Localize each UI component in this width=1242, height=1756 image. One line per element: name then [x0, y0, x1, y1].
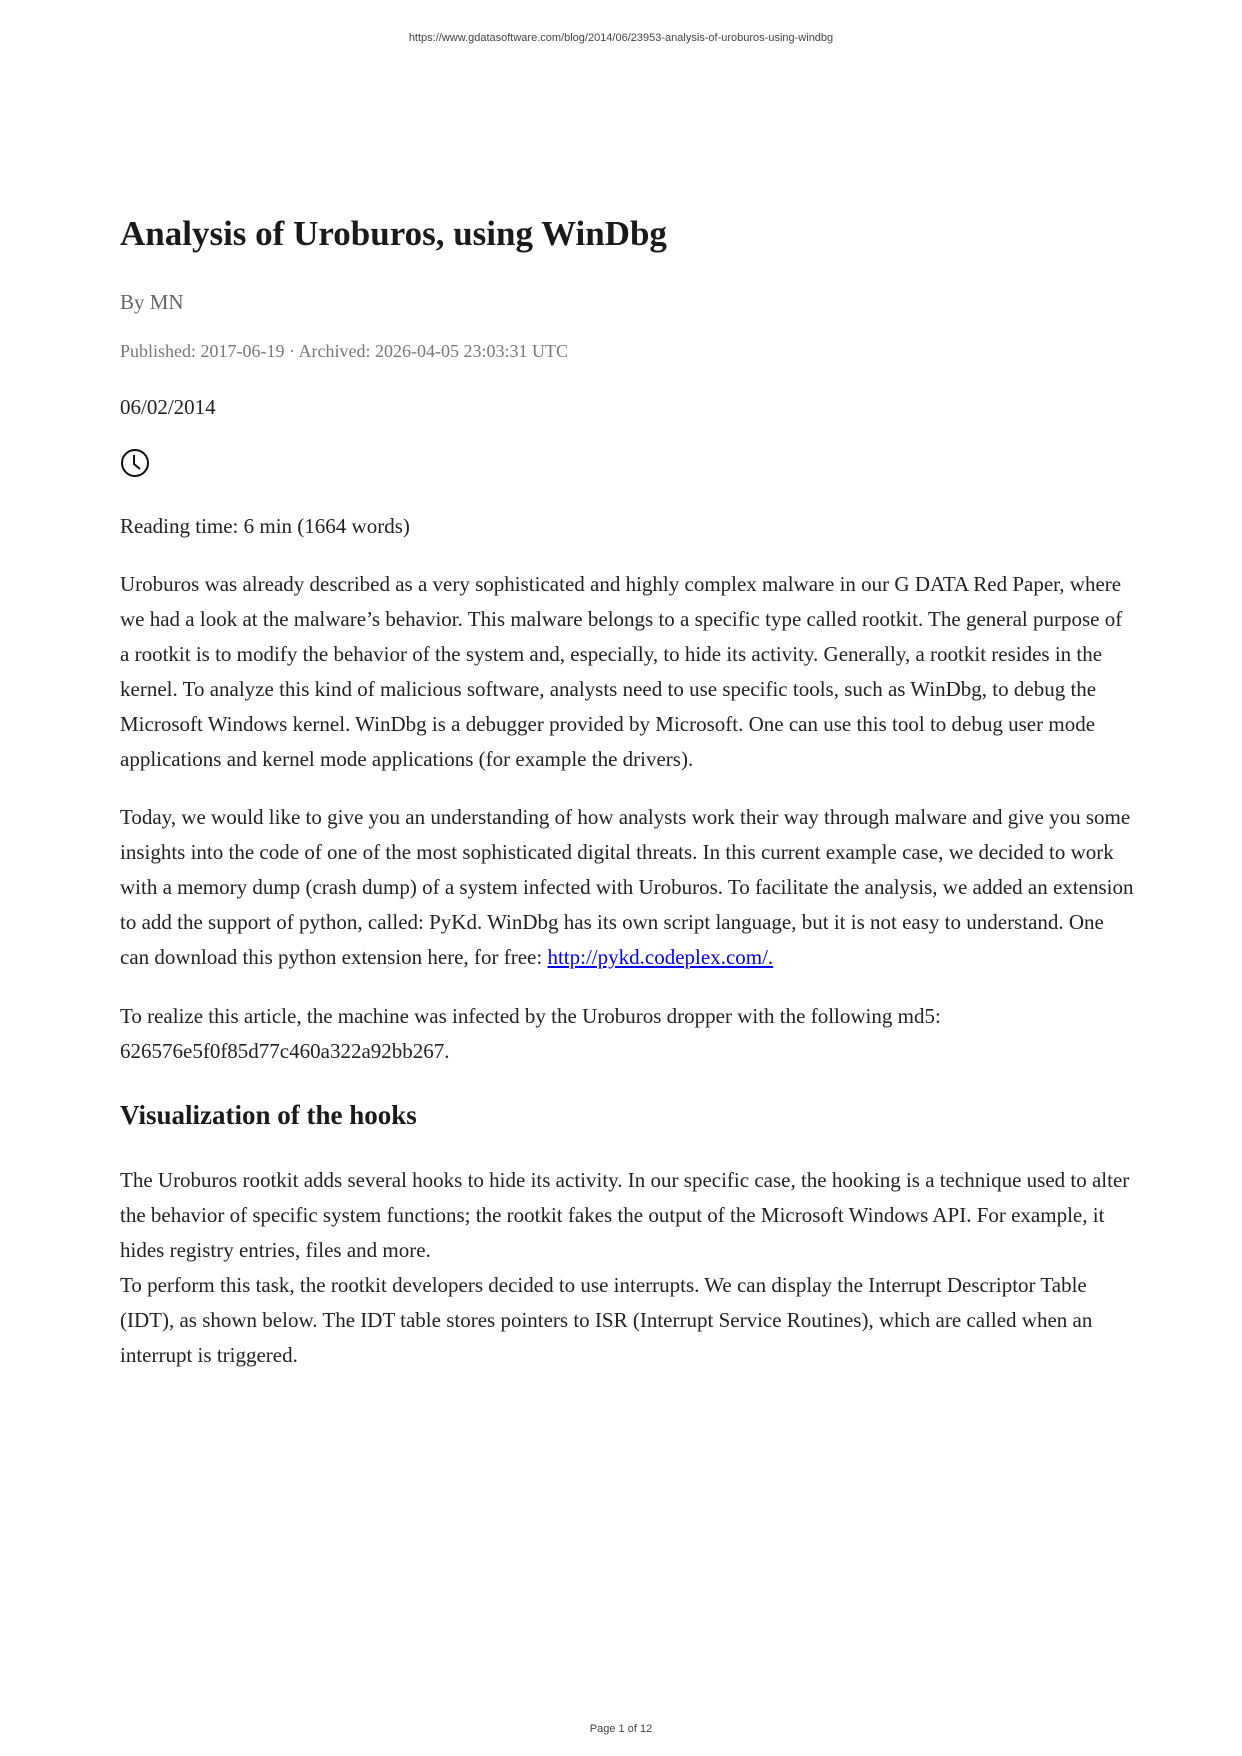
publish-meta: Published: 2017-06-19 · Archived: 2026-04-05 23:03:31 UTC — [120, 341, 568, 361]
paragraph-pykd-text: Today, we would like to give you an understanding of how analysts work their way through malware and give you some insights into the code of one of the most sophisticated digital threats. In this current example case, we decided to work with a memory dump (crash dump) of a system infected with Uroburos. To facilitate the analysis, we added an extension to add the support of python, called: PyKd. WinDbg has its own script language, but it is not easy to understand. One can download this python extension here, for free: — [120, 805, 1134, 969]
paragraph-pykd — [120, 800, 1136, 975]
paragraph-hooks: The Uroburos rootkit adds several hooks to hide its activity. In our specific case, the hooking is a technique used to alter the behavior of specific system functions; the rootkit fakes the output of the Microsoft Windows API. For example, it hides registry entries, files and more. — [120, 1168, 1130, 1262]
page-number: Page 1 of 12 — [589, 1723, 653, 1735]
clock-icon — [120, 448, 150, 478]
section-heading-hooks: Visualization of the hooks — [120, 1100, 417, 1130]
article-date: 06/02/2014 — [120, 395, 216, 419]
paragraph-intro: Uroburos was already described as a very sophisticated and highly complex malware in our G DATA Red Paper, where we had a look at the malware’s behavior. This malware belongs to a specific type called rootkit. The general purpose of a rootkit is to modify the behavior of the system and, especially, to hide its activity. Generally, a rootkit resides in the kernel. To analyze this kind of malicious software, analysts need to use specific tools, such as WinDbg, to debug the Microsoft Windows kernel. WinDbg is a debugger provided by Microsoft. One can use this tool to debug user mode applications and kernel mode applications (for example the drivers). — [120, 572, 1123, 771]
pykd-link[interactable]: http://pykd.codeplex.com/. — [547, 945, 774, 969]
reading-time: Reading time: 6 min (1664 words) — [120, 514, 410, 538]
byline: By MN — [120, 290, 184, 314]
page-url-header: https://www.gdatasoftware.com/blog/2014/06/23953-analysis-of-uroburos-using-windbg — [408, 32, 834, 44]
paragraph-md5: To realize this article, the machine was infected by the Uroburos dropper with the following md5: 626576e5f0f85d77c460a322a92bb267. — [120, 1004, 941, 1063]
article-title: Analysis of Uroburos, using WinDbg — [120, 214, 667, 253]
paragraph-interrupts: To perform this task, the rootkit developers decided to use interrupts. We can display the Interrupt Descriptor Table (IDT), as shown below. The IDT table stores pointers to ISR (Interrupt Service Routines), which are called when an interrupt is triggered. — [120, 1273, 1093, 1367]
